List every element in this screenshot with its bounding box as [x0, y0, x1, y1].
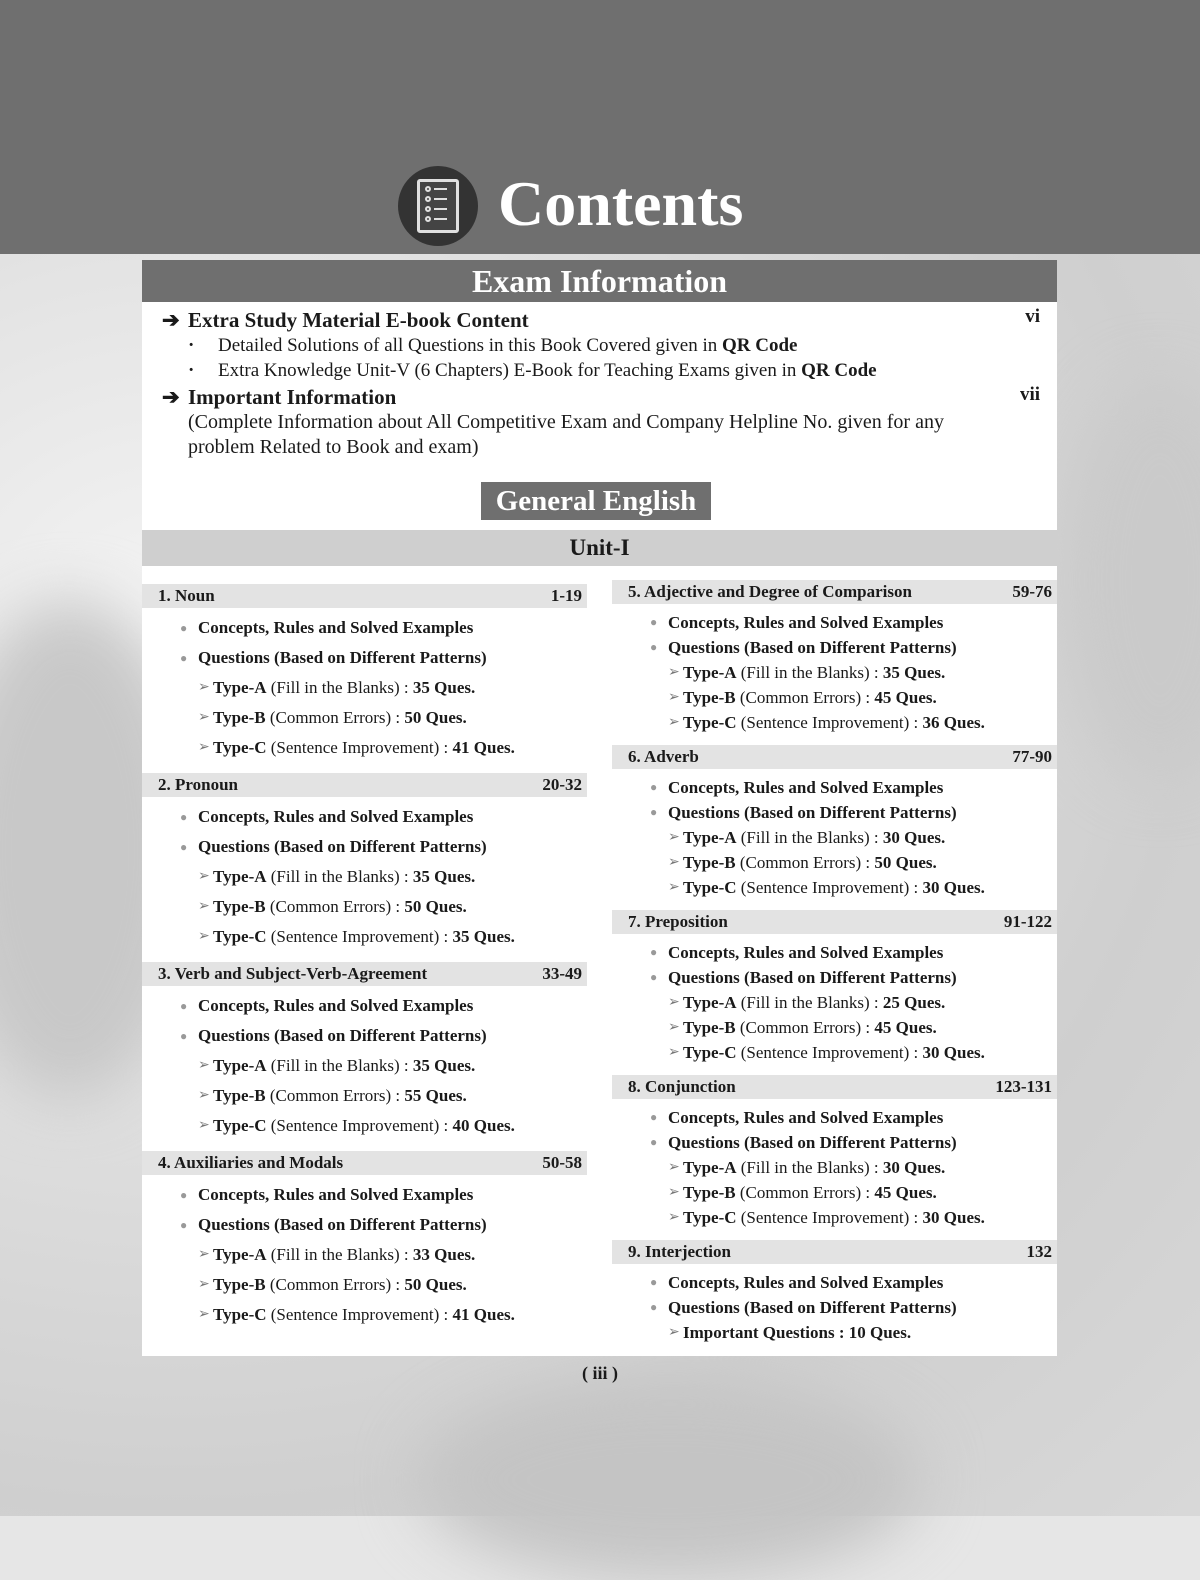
type-count: 45 Ques. — [874, 1183, 937, 1202]
chapter-header — [612, 910, 1057, 934]
type-label: Type-B — [213, 708, 266, 727]
chapter-header — [612, 745, 1057, 769]
type-desc: (Common Errors) : — [739, 853, 871, 872]
chevron-right-icon: ➢ — [668, 1160, 680, 1175]
type-desc: (Sentence Improvement) : — [270, 1116, 449, 1135]
chapter-title: 5. Adjective and Degree of Comparison — [628, 582, 912, 601]
chapter-pages: 50-58 — [542, 1153, 582, 1172]
type-count: 35 Ques. — [882, 663, 946, 682]
type-label: Type-A — [213, 678, 267, 697]
bullet-row — [142, 1180, 587, 1210]
type-desc: (Fill in the Blanks) : — [740, 828, 879, 847]
bullet-icon: ● — [650, 1275, 658, 1289]
bullet-row — [612, 635, 1057, 660]
bullet-icon: ● — [650, 1135, 658, 1149]
type-desc: (Sentence Improvement) : — [740, 878, 919, 897]
chapter-pages: 77-90 — [1012, 747, 1052, 766]
chevron-right-icon: ➢ — [198, 1277, 210, 1292]
page-title: Contents — [498, 168, 744, 239]
bullet-icon: ● — [650, 945, 658, 959]
type-row — [612, 1040, 1057, 1065]
type-desc: (Sentence Improvement) : — [740, 1208, 919, 1227]
bullet-row — [142, 802, 587, 832]
type-desc: (Fill in the Blanks) : — [270, 1056, 409, 1075]
bullet-icon: ● — [650, 780, 658, 794]
exam-info-item-ebook — [162, 307, 529, 333]
bullet-row — [612, 1105, 1057, 1130]
bullet-icon: ● — [180, 810, 188, 824]
type-row — [612, 850, 1057, 875]
type-count: 55 Ques. — [404, 1086, 467, 1105]
bullet-row — [612, 1270, 1057, 1295]
type-row — [612, 1180, 1057, 1205]
bullet-text: Questions (Based on Different Patterns) — [198, 1215, 487, 1234]
type-label: Type-C — [683, 878, 737, 897]
type-label: Type-A — [683, 828, 737, 847]
chevron-right-icon: ➢ — [668, 995, 680, 1010]
type-count: 50 Ques. — [404, 708, 467, 727]
chevron-right-icon: ➢ — [668, 1325, 680, 1340]
chapter — [612, 1240, 1057, 1355]
type-desc: (Common Errors) : — [269, 1086, 401, 1105]
type-row — [142, 892, 587, 922]
type-row — [142, 703, 587, 733]
chevron-right-icon: ➢ — [668, 690, 680, 705]
bullet-icon: ● — [180, 1188, 188, 1202]
chapter-title: 9. Interjection — [628, 1242, 731, 1261]
bullet-icon: ● — [180, 1029, 188, 1043]
type-desc: (Common Errors) : — [739, 1018, 871, 1037]
exam-info-item-important — [162, 384, 396, 410]
chevron-right-icon: ➢ — [198, 1118, 210, 1133]
chapter-header — [612, 1075, 1057, 1099]
bullet-text: Concepts, Rules and Solved Examples — [668, 613, 944, 632]
type-desc: (Sentence Improvement) : — [270, 1305, 449, 1324]
bullet-text: Questions (Based on Different Patterns) — [198, 648, 487, 667]
type-desc: (Fill in the Blanks) : — [740, 1158, 879, 1177]
bullet-icon: ● — [180, 999, 188, 1013]
chapter-pages: 91-122 — [1003, 912, 1052, 931]
type-row — [142, 1111, 587, 1141]
type-label: Type-B — [683, 1018, 736, 1037]
type-label: Type-A — [683, 663, 737, 682]
chevron-right-icon: ➢ — [198, 1088, 210, 1103]
type-count: 50 Ques. — [874, 853, 937, 872]
type-desc: (Fill in the Blanks) : — [270, 678, 409, 697]
chapter — [142, 584, 587, 773]
type-row — [612, 1015, 1057, 1040]
chapter — [142, 1151, 587, 1340]
type-label: Type-B — [213, 897, 266, 916]
bullet-text: Concepts, Rules and Solved Examples — [668, 1273, 944, 1292]
chapter-title: 7. Preposition — [628, 912, 728, 931]
type-row — [612, 685, 1057, 710]
type-count: 33 Ques. — [412, 1245, 476, 1264]
page-number: ( iii ) — [582, 1363, 618, 1383]
type-desc: (Sentence Improvement) : — [270, 738, 449, 757]
type-label: Type-A — [213, 1056, 267, 1075]
chapter-pages: 59-76 — [1012, 582, 1052, 601]
type-count: 30 Ques. — [882, 1158, 946, 1177]
bullet-row — [612, 610, 1057, 635]
chapter — [612, 910, 1057, 1075]
bullet-icon: ● — [180, 840, 188, 854]
type-desc: (Sentence Improvement) : — [740, 1043, 919, 1062]
chapter-pages: 20-32 — [542, 775, 582, 794]
bullet-icon: ● — [650, 615, 658, 629]
chapter-title: 1. Noun — [158, 586, 215, 605]
bullet-text: Concepts, Rules and Solved Examples — [668, 1108, 944, 1127]
chapter-body — [612, 934, 1057, 1075]
chapter-body — [612, 1099, 1057, 1240]
chevron-right-icon: ➢ — [198, 929, 210, 944]
type-count: 41 Ques. — [452, 738, 515, 757]
bullet-row — [142, 991, 587, 1021]
bullet-icon: ● — [650, 970, 658, 984]
type-label: Type-C — [213, 1116, 267, 1135]
chevron-right-icon: ➢ — [198, 1058, 210, 1073]
type-row — [142, 1240, 587, 1270]
chapter-body — [142, 1175, 587, 1340]
exam-info-page: vi — [1025, 306, 1040, 327]
chapter-body — [612, 769, 1057, 910]
chevron-right-icon: ➢ — [668, 1210, 680, 1225]
chevron-right-icon: ➢ — [198, 899, 210, 914]
bullet-text: Concepts, Rules and Solved Examples — [668, 943, 944, 962]
type-count: 30 Ques. — [922, 878, 985, 897]
type-label: Type-B — [213, 1086, 266, 1105]
exam-info-heading: Extra Study Material E-book Content — [188, 308, 529, 332]
type-label: Type-A — [683, 1158, 737, 1177]
bullet-icon: ● — [650, 1110, 658, 1124]
chapter-title: 2. Pronoun — [158, 775, 238, 794]
bullet-icon: ● — [650, 805, 658, 819]
chevron-right-icon: ➢ — [668, 1045, 680, 1060]
chapter-body — [612, 604, 1057, 745]
unit-title: Unit-I — [142, 530, 1057, 566]
type-desc: (Fill in the Blanks) : — [740, 993, 879, 1012]
section-title: General English — [481, 482, 711, 520]
bullet-row — [142, 613, 587, 643]
bullet-icon: ● — [650, 640, 658, 654]
chevron-right-icon: ➢ — [668, 1020, 680, 1035]
chapter-header — [142, 773, 587, 797]
type-desc: (Fill in the Blanks) : — [270, 867, 409, 886]
type-desc: (Fill in the Blanks) : — [740, 663, 879, 682]
important-text: Important Questions : 10 Ques. — [683, 1323, 912, 1342]
chapter-title: 4. Auxiliaries and Modals — [158, 1153, 344, 1172]
bullet-text: Questions (Based on Different Patterns) — [668, 803, 957, 822]
chevron-right-icon: ➢ — [198, 740, 210, 755]
exam-info-sub: · Detailed Solutions of all Questions in this Book Covered given in QR Code — [188, 335, 798, 356]
type-row — [612, 825, 1057, 850]
type-row — [612, 1155, 1057, 1180]
chapter-pages: 132 — [1026, 1242, 1052, 1261]
type-count: 35 Ques. — [412, 1056, 476, 1075]
type-row — [612, 660, 1057, 685]
type-row — [142, 1081, 587, 1111]
bullet-text: Questions (Based on Different Patterns) — [198, 1026, 487, 1045]
bullet-text: Concepts, Rules and Solved Examples — [198, 996, 474, 1015]
contents-column-right — [612, 580, 1057, 1355]
type-count: 30 Ques. — [922, 1208, 985, 1227]
type-count: 25 Ques. — [882, 993, 946, 1012]
chevron-right-icon: ➢ — [668, 830, 680, 845]
chapter-title: 3. Verb and Subject-Verb-Agreement — [158, 964, 428, 983]
bullet-text: Concepts, Rules and Solved Examples — [668, 778, 944, 797]
type-label: Type-C — [213, 738, 267, 757]
bullet-text: Questions (Based on Different Patterns) — [668, 1133, 957, 1152]
type-row — [612, 875, 1057, 900]
type-desc: (Fill in the Blanks) : — [270, 1245, 409, 1264]
type-label: Type-B — [683, 688, 736, 707]
chevron-right-icon: ➢ — [668, 855, 680, 870]
arrow-right-icon: ➔ — [162, 308, 180, 332]
type-row — [142, 1270, 587, 1300]
chapter — [612, 1075, 1057, 1240]
chapter — [612, 580, 1057, 745]
bullet-row — [142, 1210, 587, 1240]
chapter-pages: 1-19 — [550, 586, 582, 605]
arrow-right-icon: ➔ — [162, 385, 180, 409]
type-desc: (Common Errors) : — [739, 688, 871, 707]
type-row — [612, 1205, 1057, 1230]
chapter-header — [142, 584, 587, 608]
exam-info-page: vii — [1019, 384, 1040, 405]
bg-shade-bottom — [420, 1380, 920, 1580]
type-label: Type-A — [213, 867, 267, 886]
type-row — [142, 1300, 587, 1330]
type-label: Type-B — [683, 1183, 736, 1202]
chevron-right-icon: ➢ — [198, 1307, 210, 1322]
type-count: 45 Ques. — [874, 1018, 937, 1037]
exam-info-description: (Complete Information about All Competitive Exam and Company Helpline No. given for any problem Related to Book and exam) — [188, 411, 944, 458]
type-label: Type-C — [213, 927, 267, 946]
type-count: 30 Ques. — [882, 828, 946, 847]
contents-icon — [398, 166, 478, 246]
chapter-header — [142, 962, 587, 986]
type-row — [142, 733, 587, 763]
type-row — [612, 710, 1057, 735]
chapter — [142, 962, 587, 1151]
bullet-text: Questions (Based on Different Patterns) — [668, 968, 957, 987]
chapter-pages: 33-49 — [542, 964, 582, 983]
type-label: Type-C — [683, 1208, 737, 1227]
type-desc: (Common Errors) : — [739, 1183, 871, 1202]
bullet-row — [612, 940, 1057, 965]
chapter-title: 8. Conjunction — [628, 1077, 736, 1096]
chapter-body — [142, 797, 587, 962]
chevron-right-icon: ➢ — [668, 715, 680, 730]
type-desc: (Sentence Improvement) : — [740, 713, 919, 732]
type-count: 30 Ques. — [922, 1043, 985, 1062]
chapter-title: 6. Adverb — [628, 747, 699, 766]
chapter-body — [142, 608, 587, 773]
bullet-icon: ● — [650, 1300, 658, 1314]
bullet-row — [612, 965, 1057, 990]
chapter-pages: 123-131 — [995, 1077, 1052, 1096]
bullet-text: Questions (Based on Different Patterns) — [668, 638, 957, 657]
type-count: 35 Ques. — [452, 927, 515, 946]
chevron-right-icon: ➢ — [198, 869, 210, 884]
bullet-text: Questions (Based on Different Patterns) — [198, 837, 487, 856]
type-desc: (Common Errors) : — [269, 897, 401, 916]
bullet-row — [142, 832, 587, 862]
type-desc: (Common Errors) : — [269, 708, 401, 727]
chapter-header — [612, 1240, 1057, 1264]
type-label: Type-A — [683, 993, 737, 1012]
type-label: Type-C — [683, 1043, 737, 1062]
bullet-text: Concepts, Rules and Solved Examples — [198, 807, 474, 826]
bullet-text: Concepts, Rules and Solved Examples — [198, 1185, 474, 1204]
bullet-row — [612, 1295, 1057, 1320]
type-count: 50 Ques. — [404, 897, 467, 916]
chapter-body — [142, 986, 587, 1151]
bullet-row — [142, 643, 587, 673]
chevron-right-icon: ➢ — [668, 880, 680, 895]
type-count: 35 Ques. — [412, 867, 476, 886]
bullet-icon: ● — [180, 621, 188, 635]
exam-info-heading: Important Information — [188, 385, 397, 409]
type-label: Type-A — [213, 1245, 267, 1264]
square-bullet-icon: · — [188, 360, 195, 381]
chapter-header — [142, 1151, 587, 1175]
type-row — [142, 673, 587, 703]
type-label: Type-B — [213, 1275, 266, 1294]
type-count: 41 Ques. — [452, 1305, 515, 1324]
chapter-header — [612, 580, 1057, 604]
type-row — [142, 1051, 587, 1081]
square-bullet-icon: · — [188, 335, 195, 356]
chevron-right-icon: ➢ — [668, 1185, 680, 1200]
type-count: 40 Ques. — [452, 1116, 515, 1135]
exam-information-bar: Exam Information — [142, 260, 1057, 302]
chapter — [612, 745, 1057, 910]
type-count: 50 Ques. — [404, 1275, 467, 1294]
exam-info-sub: · Extra Knowledge Unit-V (6 Chapters) E-Book for Teaching Exams given in QR Code — [188, 360, 877, 381]
chevron-right-icon: ➢ — [198, 1247, 210, 1262]
chevron-right-icon: ➢ — [198, 680, 210, 695]
chapter-body — [612, 1264, 1057, 1355]
type-row — [612, 990, 1057, 1015]
important-row — [612, 1320, 1057, 1345]
type-count: 45 Ques. — [874, 688, 937, 707]
type-label: Type-C — [213, 1305, 267, 1324]
bullet-text: Questions (Based on Different Patterns) — [668, 1298, 957, 1317]
chapter — [142, 773, 587, 962]
bullet-text: Concepts, Rules and Solved Examples — [198, 618, 474, 637]
bullet-row — [612, 800, 1057, 825]
type-label: Type-C — [683, 713, 737, 732]
chevron-right-icon: ➢ — [668, 665, 680, 680]
type-row — [142, 922, 587, 952]
type-count: 36 Ques. — [922, 713, 985, 732]
bullet-row — [612, 775, 1057, 800]
bullet-icon: ● — [180, 651, 188, 665]
chevron-right-icon: ➢ — [198, 710, 210, 725]
bullet-icon: ● — [180, 1218, 188, 1232]
bullet-row — [142, 1021, 587, 1051]
type-count: 35 Ques. — [412, 678, 476, 697]
type-desc: (Common Errors) : — [269, 1275, 401, 1294]
type-row — [142, 862, 587, 892]
bullet-row — [612, 1130, 1057, 1155]
type-label: Type-B — [683, 853, 736, 872]
contents-column-left — [142, 584, 587, 1340]
type-desc: (Sentence Improvement) : — [270, 927, 449, 946]
